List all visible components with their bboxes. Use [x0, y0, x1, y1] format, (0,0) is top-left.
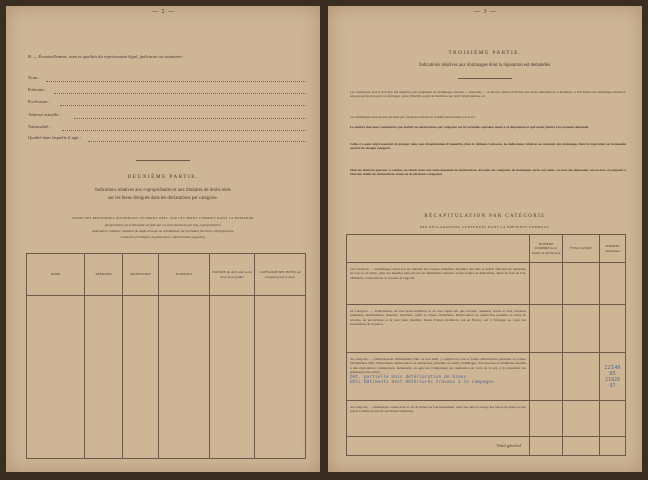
handwritten-amount: 22146 85	[604, 364, 621, 377]
table-cell	[530, 437, 563, 456]
part-2-subtitle-2: sur les biens désignés dans les déclarations par catégorie.	[108, 196, 218, 201]
left-page	[6, 6, 320, 472]
field-profession: Profession :	[28, 99, 50, 104]
part-3-title: TROISIÈME PARTIE.	[448, 50, 522, 56]
recap-subtitle: DES DÉCLARATIONS CONTENUES DANS LA PRÉSENTE FORMULE.	[419, 225, 551, 229]
paragraph-1: Les dommages dont il doit être fait mention sont seulement les dommages certains — matériels — et directs causés en France aux biens immobiliers et mobiliers, à l'exclusion des dommages indirects, tels que pertes de loyers ou fermages, perte d'intérêts, perte de bénéfices par arrêt d'exploitation, etc.	[350, 90, 626, 99]
field-nom-line	[46, 81, 306, 82]
section-b-heading: B. — Éventuellement, nom et qualités du représentant légal, judiciaire ou statutaire :	[28, 54, 185, 59]
category-1: 1re Catégorie. — Dommages causés par les sinistres aux troupes ennemies. Préjudice des tiers et déficit affectant les industries en tout ou en partie, dans des meubles nettoyés par les immeubles sinistrés, toutes formes de démolition, dépôt de frais de lots, bâtiments, constructions ou façades de rapports.	[347, 263, 530, 305]
field-adresse: Adresse actuelle :	[28, 112, 61, 117]
sum-cell-3	[600, 353, 626, 401]
paragraph-5: Mais les sinistrés peuvent, à volonté, ou réunir dans une seule demande les déclarations de toutes les catégories de dommages qu'ils ont subis, ou faire des demandes successives, en joignant à chacune d'elles les déclarations d'une ou de plusieurs catégories.	[350, 168, 626, 177]
handwritten-amount-2: 21826 97	[604, 376, 621, 389]
field-nationalite: Nationalité :	[28, 124, 51, 129]
category-3-cell	[347, 353, 530, 401]
table-cell	[159, 296, 210, 459]
separator-right	[458, 78, 512, 79]
paragraph-4: Celle-ci a pour objet essentiel de grouper dans une récapitulation d'ensemble, dans le tableau ci-dessous, les indications relatives au montant des dommages dont la réparation est demandée au titre de chaque catégorie.	[350, 142, 626, 151]
table-cell	[563, 401, 600, 437]
table-cell	[27, 296, 85, 459]
recap-col-description	[347, 235, 530, 263]
table-cell	[563, 263, 600, 305]
recap-table	[346, 234, 626, 456]
table-intro-2: (propriétaires [si la demande est faite par un autre intéressé que lui], copropriétaires,	[104, 223, 222, 227]
field-nationalite-line	[62, 130, 306, 131]
col-categorie: CATÉGORIE DES BIENS sur lesquels porte le droit	[255, 254, 306, 296]
field-prenoms: Prénoms :	[28, 87, 47, 92]
col-profession: PROFESSION	[123, 254, 159, 296]
page-number-right: — 3 —	[474, 9, 497, 15]
category-4: 4e Catégorie. — Dommages causés dans le cas de défaut de fonctionnement, ainsi que dans le ravage des places de guerre et des points fortifiés (zones de servitudes militaires).	[347, 401, 530, 437]
table-cell	[123, 296, 159, 459]
total-label: Total général	[347, 437, 530, 456]
page-number-left: — 2 —	[152, 9, 175, 15]
co-owners-table	[26, 253, 306, 459]
paragraph-3: Le sinistré doit donc commencer par établir ses déclarations par catégorie sur les formules spéciales mises à sa disposition et qui seront jointes à la présente demande.	[350, 125, 589, 129]
table-cell	[600, 401, 626, 437]
table-cell	[563, 353, 600, 401]
table-intro-4: créanciers privilégiés, hypothécaires, antichrésistes, gagistes).	[120, 235, 206, 239]
table-cell	[530, 263, 563, 305]
field-profession-line	[60, 105, 306, 106]
table-cell	[563, 437, 600, 456]
table-cell	[530, 401, 563, 437]
field-qualite: Qualité dans laquelle il agit :	[28, 135, 81, 140]
table-intro-3: usufruitiers, nudistes, titulaires de droits d'usage ou d'habitation, de servitudes foncières, d'emphytéoses,	[91, 229, 235, 233]
field-nom: Nom :	[28, 75, 40, 80]
col-domicile: DOMICILE	[159, 254, 210, 296]
recap-title: RÉCAPITULATION PAR CATÉGORIE	[424, 214, 546, 219]
table-cell	[210, 296, 255, 459]
col-nature: NATURE du droit réel ou du droit de propriété	[210, 254, 255, 296]
field-adresse-line	[74, 118, 306, 119]
separator-left	[136, 160, 190, 161]
table-cell	[563, 305, 600, 353]
category-2: 2e Catégorie. — Enlèvements de tous biens mobiliers et de tous objets tels que récoltes, animaux, arbres et bois, matières premières, marchandises, meubles, mobiliers, effets et valeurs mobilières. Détérioration ou destruction partielle ou totale de récoltes, de productions et de tous biens meubles. Pertes d'objets mobiliers, soit en France, soit à l'étranger, au cours des événements de la guerre.	[347, 305, 530, 353]
table-intro-1: NOMS DES PERSONNES POSSÉDANT UN DROIT RÉEL SUR LES BIENS COMPRIS DANS LA DEMANDE	[72, 216, 254, 220]
handwritten-note-1: Dét. partielle mais détérioration de biens	[350, 375, 467, 381]
part-2-subtitle-1: Indications relatives aux copropriétaires et aux titulaires de droits réels	[95, 188, 231, 193]
recap-col-evaluation: ÉVALUATION	[563, 235, 600, 263]
recap-col-order: NUMÉRO D'ORDRE de la feuille de déclaration	[530, 235, 563, 263]
table-cell	[530, 305, 563, 353]
table-cell	[600, 305, 626, 353]
field-qualite-line	[88, 141, 306, 142]
recap-col-sums: SOMMES demandées	[600, 235, 626, 263]
paragraph-2: Les dommages doivent être déclarés par catégories suivant la classification établie par la loi.	[350, 115, 476, 119]
part-3-subtitle: Indications relatives aux dommages dont la réparation est demandée.	[418, 63, 552, 68]
category-3: 3e Catégorie. — Détériorations d'immeubles bâtis ou non bâtis, y compris les bois et forêts. Destructions partielles ou totales d'immeubles bâtis. Enlèvement, détérioration ou destruction partielles ou totales d'outillages, d'accessoires et d'animaux attachés à une exploitation commerciale, industrielle ou agricole (comprenant par destination en vertu de la loi), à la réparation des dommages aux arbres.	[350, 357, 526, 374]
table-cell	[600, 263, 626, 305]
table-cell	[255, 296, 306, 459]
right-page	[328, 6, 642, 472]
col-noms: NOMS	[27, 254, 85, 296]
handwritten-note-2: Bâti Bâtiments dont détériorés travaux à la campagne	[350, 380, 494, 386]
table-cell	[530, 353, 563, 401]
part-2-title: DEUXIÈME PARTIE.	[127, 174, 199, 180]
col-prenoms: PRÉNOMS	[85, 254, 123, 296]
table-cell	[85, 296, 123, 459]
field-prenoms-line	[54, 93, 306, 94]
total-value-cell	[600, 437, 626, 456]
